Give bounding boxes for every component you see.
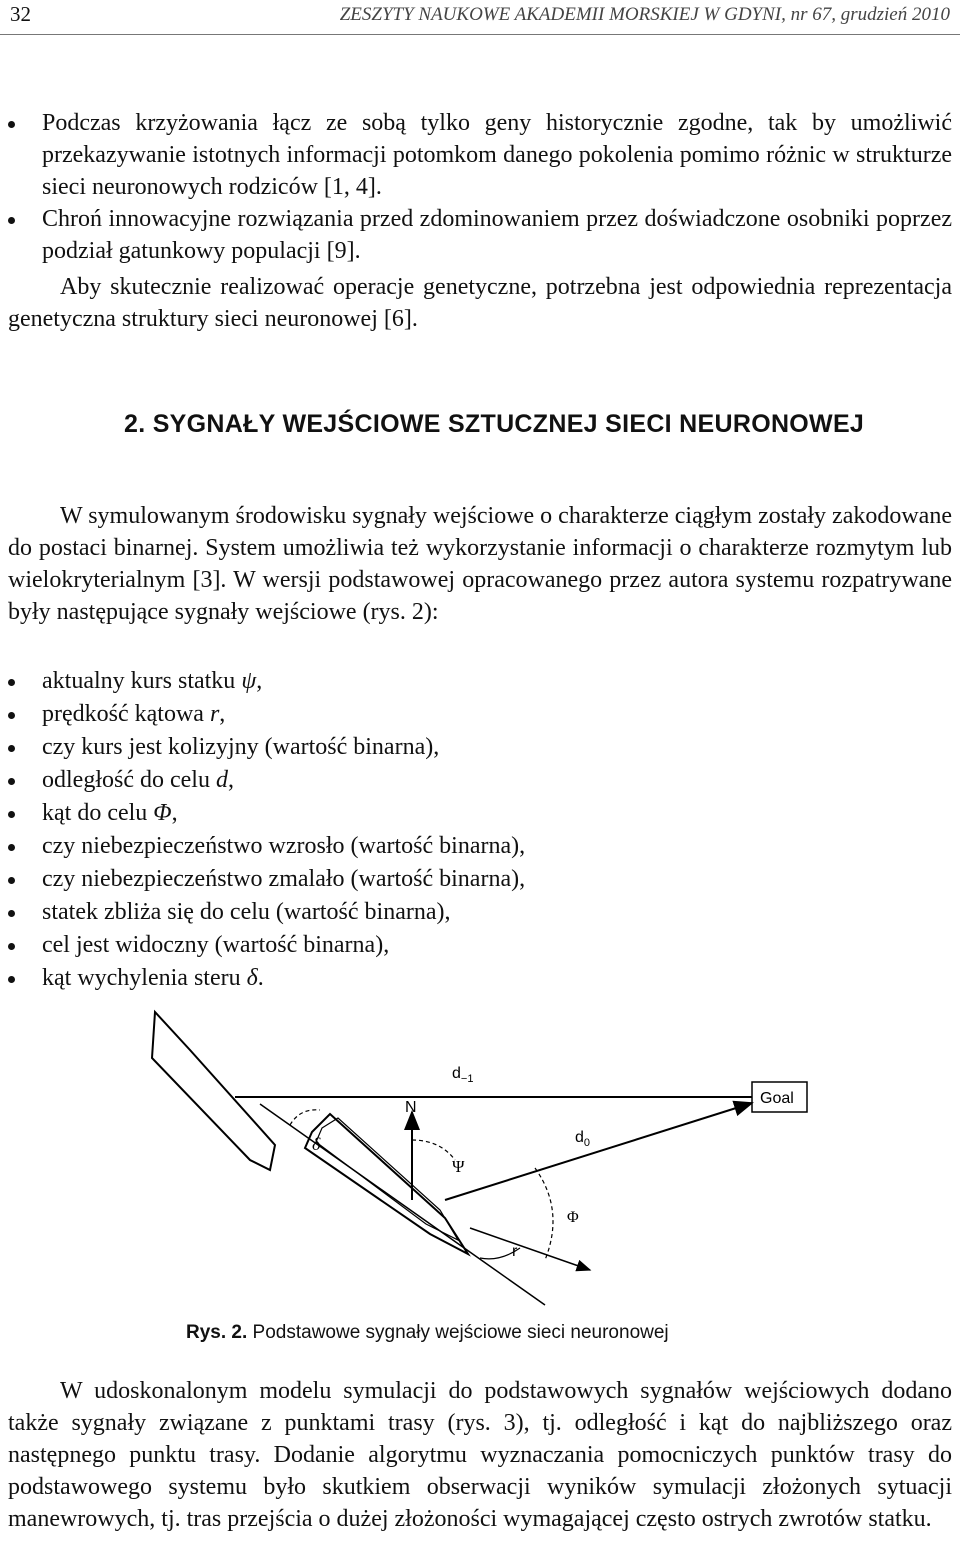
d-minus1-label: $d_{-1}$: [452, 1065, 474, 1085]
goal-label: Goal: [760, 1090, 794, 1107]
list-item: kąt do celu Φ,: [8, 797, 952, 830]
ship-signals-diagram: [130, 1005, 820, 1310]
paragraph: W symulowanym środowisku sygnały wejściowe o charakterze ciągłym zostały zakodowane do postaci binarnej. System umożliwia też wykorzystanie informacji o charakterze rozmytym lub wielokryterialnym [3]. W wersji podstawowej opracowanego przez autora systemu rozpatrywane były następujące sygnały wejściowe (rys. 2):: [8, 503, 952, 625]
d0-label: $d_0$: [575, 1129, 591, 1149]
heading-line: [260, 1104, 545, 1305]
paragraph: W udoskonalonym modelu symulacji do podstawowych sygnałów wejściowych dodano także sygnały związane z punktami trasy (rys. 3), tj. odległość i kąt do najbliższego oraz następnego punktu trasy. Dodanie algorytmu wyznaczania pomocniczych punktów trasy do podstawowego systemu było skutkiem obserwacji wyników symulacji złożonych sytuacji manewrowych, tj. tras przejścia o dużej złożoności wymagającej często ostrych zwrotów statku.: [8, 1378, 952, 1532]
list-item: prędkość kątowa r,: [8, 698, 952, 731]
list-item: statek zbliża się do celu (wartość binarna),: [8, 896, 952, 929]
page-header: [0, 0, 960, 35]
figure-caption: Rys. 2. Podstawowe sygnały wejściowe sieci neuronowej: [186, 1322, 669, 1343]
paragraph: Aby skutecznie realizować operacje genetyczne, potrzebna jest odpowiednia reprezentacja genetyczna struktury sieci neuronowej [6].: [8, 274, 952, 332]
delta-arc: [290, 1110, 320, 1125]
psi-label: Ψ: [452, 1157, 465, 1176]
list-item: odległość do celu d,: [8, 764, 952, 797]
delta-label: δ: [312, 1134, 321, 1154]
list-item: aktualny kurs statku ψ,: [8, 665, 952, 698]
list-item: cel jest widoczny (wartość binarna),: [8, 929, 952, 962]
distance-d0-line: [445, 1103, 752, 1200]
top-bullet-list: [8, 107, 952, 267]
list-item: czy niebezpieczeństwo zmalało (wartość binarna),: [8, 863, 952, 896]
list-item: Chroń innowacyjne rozwiązania przed zdominowaniem przez doświadczone osobniki poprzez podział gatunkowy populacji [9].: [8, 203, 952, 267]
north-label: N: [405, 1099, 417, 1116]
phi-arc: [535, 1168, 553, 1260]
r-label: r: [512, 1243, 518, 1260]
signals-list: [8, 665, 952, 995]
list-item: kąt wychylenia steru δ.: [8, 962, 952, 995]
psi-arc: [412, 1140, 455, 1160]
running-head: ZESZYTY NAUKOWE AKADEMII MORSKIEJ W GDYNI, nr 67, grudzień 2010: [339, 4, 950, 25]
list-item: czy kurs jest kolizyjny (wartość binarna),: [8, 731, 952, 764]
list-item: Podczas krzyżowania łącz ze sobą tylko geny historycznie zgodne, tak by umożliwić przekazywanie istotnych informacji potomkom danego pokolenia pomimo różnic w strukturze sieci neuronowych rodziców [1, 4].: [8, 107, 952, 203]
list-item: czy niebezpieczeństwo wzrosło (wartość binarna),: [8, 830, 952, 863]
section-heading: 2. SYGNAŁY WEJŚCIOWE SZTUCZNEJ SIECI NEURONOWEJ: [124, 410, 865, 438]
r-line: [470, 1228, 590, 1270]
phi-label: Φ: [567, 1209, 579, 1226]
rudder-shape: [152, 1012, 275, 1170]
page-number: 32: [10, 2, 31, 26]
